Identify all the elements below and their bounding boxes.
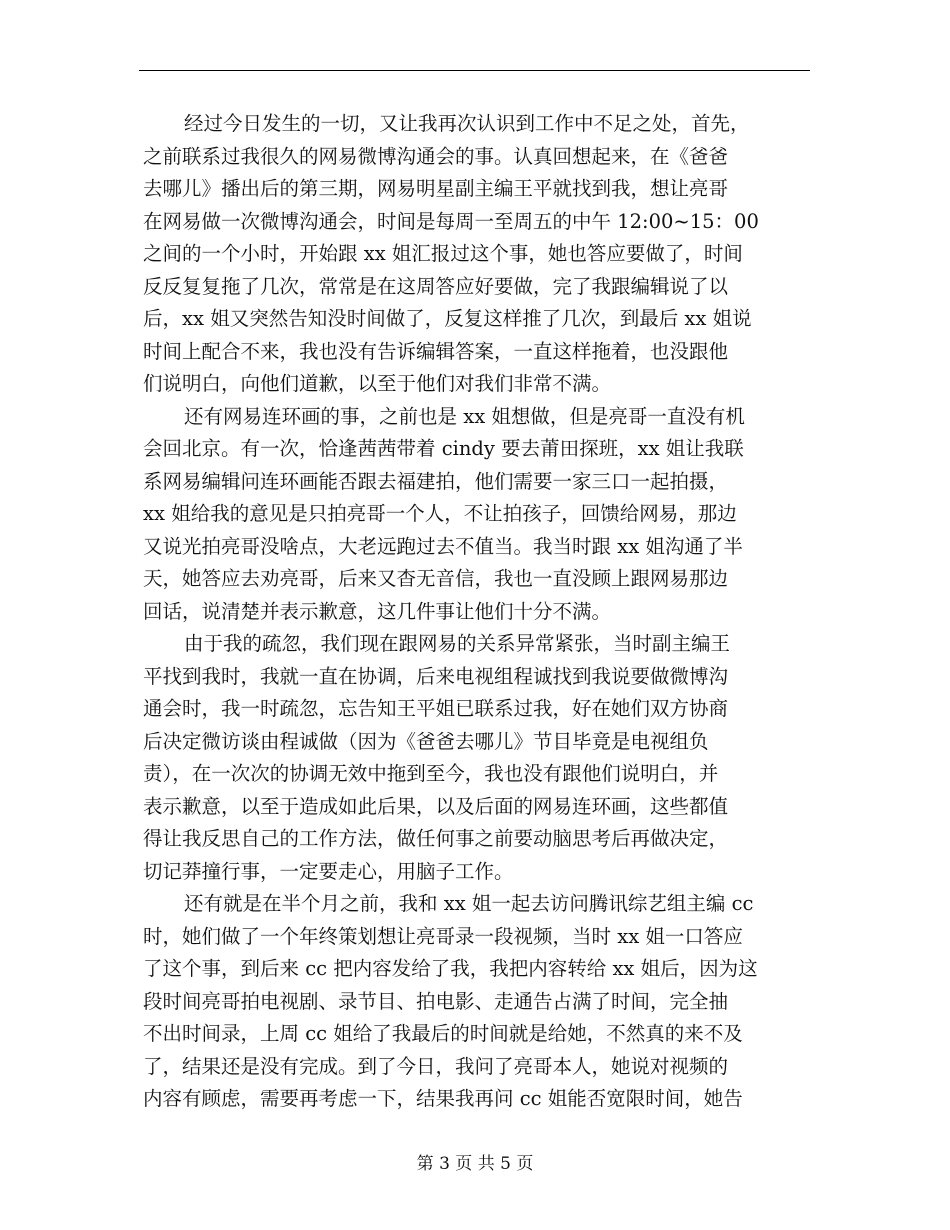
text-line: 时间上配合不来，我也没有告诉编辑答案，一直这样拖着，也没跟他	[143, 339, 729, 363]
text-line: 了这个事，到后来 cc 把内容发给了我，我把内容转给 xx 姐后，因为这	[143, 957, 758, 980]
text-line: 之间的一个小时，开始跟 xx 姐汇报过这个事，她也答应要做了，时间	[143, 242, 743, 265]
text-line: 还有就是在半个月之前，我和 xx 姐一起去访问腾讯综艺组主编 cc	[184, 892, 754, 915]
text-line: 平找到我时，我就一直在协调，后来电视组程诚找到我说要做微博沟	[143, 664, 729, 688]
text-line: 得让我反思自己的工作方法，做任何事之前要动脑思考后再做决定，	[143, 827, 729, 850]
text-line: 在网易做一次微博沟通会，时间是每周一至周五的中午 12:00~15：00	[143, 209, 759, 233]
text-line: 们说明白，向他们道歉，以至于他们对我们非常不满。	[143, 372, 612, 395]
text-line: 后决定微访谈由程诚做（因为《爸爸去哪儿》节目毕竟是电视组负	[143, 729, 709, 753]
text-line: 通会时，我一时疏忽，忘告知王平姐已联系过我，好在她们双方协商	[143, 697, 729, 720]
text-line: 了，结果还是没有完成。到了今日，我问了亮哥本人，她说对视频的	[143, 1054, 729, 1078]
text-line: 表示歉意，以至于造成如此后果，以及后面的网易连环画，这些都值	[143, 794, 729, 818]
text-line: 还有网易连环画的事，之前也是 xx 姐想做，但是亮哥一直没有机	[184, 404, 745, 428]
text-line: 回话，说清楚并表示歉意，这几件事让他们十分不满。	[143, 599, 612, 623]
header-rule	[139, 70, 810, 71]
text-line: 天，她答应去劝亮哥，后来又杳无音信，我也一直没顾上跟网易那边	[143, 567, 729, 590]
text-line: 经过今日发生的一切，又让我再次认识到工作中不足之处，首先，	[184, 112, 750, 135]
document-body	[143, 108, 809, 1116]
text-line: 又说光拍亮哥没啥点，大老远跑过去不值当。我当时跟 xx 姐沟通了半	[143, 534, 743, 558]
text-line: 反反复复拖了几次，常常是在这周答应好要做，完了我跟编辑说了以	[143, 274, 729, 298]
text-line: 不出时间录，上周 cc 姐给了我最后的时间就是给她，不然真的来不及	[143, 1022, 743, 1045]
page-footer: 第 3 页 共 5 页	[416, 1154, 534, 1174]
text-line: 去哪儿》播出后的第三期，网易明星副主编王平就找到我，想让亮哥	[143, 177, 729, 200]
text-line: xx 姐给我的意见是只拍亮哥一个人，不让拍孩子，回馈给网易，那边	[143, 502, 737, 525]
text-line: 段时间亮哥拍电视剧、录节目、拍电影、走通告占满了时间，完全抽	[143, 989, 729, 1013]
text-line: 时，她们做了一个年终策划想让亮哥录一段视频，当时 xx 姐一口答应	[143, 924, 743, 948]
text-line: 责），在一次次的协调无效中拖到至今，我也没有跟他们说明白，并	[143, 762, 719, 785]
text-line: 内容有顾虑，需要再考虑一下，结果我再问 cc 姐能否宽限时间，她告	[143, 1087, 743, 1110]
text-line: 会回北京。有一次，恰逢茜茜带着 cindy 要去莆田探班，xx 姐让我联	[143, 437, 744, 460]
text-line: 后，xx 姐又突然告知没时间做了，反复这样推了几次，到最后 xx 姐说	[143, 307, 752, 330]
text-line: 系网易编辑问连环画能否跟去福建拍，他们需要一家三口一起拍摄，	[143, 469, 729, 493]
text-line: 切记莽撞行事，一定要走心，用脑子工作。	[143, 859, 514, 883]
text-line: 之前联系过我很久的网易微博沟通会的事。认真回想起来，在《爸爸	[143, 144, 729, 168]
text-line: 由于我的疏忽，我们现在跟网易的关系异常紧张，当时副主编王	[184, 632, 731, 655]
